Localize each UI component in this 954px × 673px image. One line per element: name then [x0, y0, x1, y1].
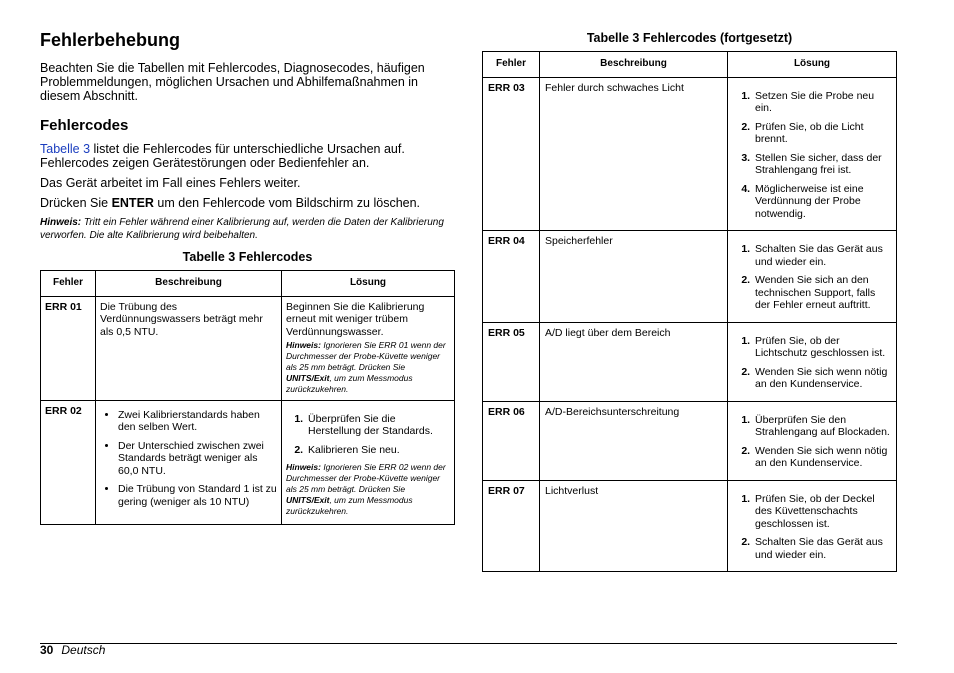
error-description: Die Trübung des Verdünnungswassers beträgt mehr als 0,5 NTU.	[96, 296, 282, 400]
list-item: 1. Schalten Sie das Gerät aus und wieder ein.	[753, 243, 891, 268]
header-fehler: Fehler	[41, 271, 96, 297]
list-item: 2. Kalibrieren Sie neu.	[306, 444, 450, 457]
continue-paragraph: Das Gerät arbeitet im Fall eines Fehlers weiter.	[40, 176, 301, 190]
error-code: ERR 05	[483, 322, 540, 401]
list-item: • Zwei Kalibrierstandards haben den selben Wert.	[118, 409, 277, 434]
error-code: ERR 02	[41, 400, 96, 524]
enter-paragraph: Drücken Sie ENTER um den Fehlercode vom Bildschirm zu löschen.	[40, 196, 421, 210]
list-item: 2. Prüfen Sie, ob die Licht brennt.	[753, 121, 891, 146]
table-note: Hinweis: Ignorieren Sie ERR 02 wenn der Durchmesser der Probe-Küvette weniger als 25 mm beträgt. Drücken Sie UNITS/Exit, um zum Messmodus zurückzukehren.	[286, 462, 446, 516]
header-loesung: Lösung	[282, 271, 455, 297]
table-row	[483, 322, 897, 401]
list-item: 4. Möglicherweise ist eine Verdünnung der Probe notwendig.	[753, 183, 891, 221]
list-item: 1. Überprüfen Sie den Strahlengang auf Blockaden.	[753, 414, 891, 439]
list-item: • Der Unterschied zwischen zwei Standards beträgt weniger als 60,0 NTU.	[118, 440, 277, 478]
list-item: 1. Setzen Sie die Probe neu ein.	[753, 90, 891, 115]
calibration-note: Hinweis: Tritt ein Fehler während einer Kalibrierung auf, werden die Daten der Kalibrierung verworfen. Die alte Kalibrierung wird beibehalten.	[40, 217, 444, 241]
list-item: 2. Schalten Sie das Gerät aus und wieder ein.	[753, 536, 891, 561]
header-loesung: Lösung	[728, 52, 897, 78]
table-caption: Tabelle 3 Fehlercodes	[182, 250, 313, 264]
error-code: ERR 01	[41, 296, 96, 400]
error-solution	[728, 480, 897, 572]
error-code-table-continued	[482, 51, 897, 572]
error-code: ERR 07	[483, 480, 540, 572]
list-item: 1. Überprüfen Sie die Herstellung der Standards.	[306, 413, 450, 438]
error-solution: Beginnen Sie die Kalibrierung erneut mit weniger trübem Verdünnungswasser. Hinweis: Ignorieren Sie ERR 01 wenn der Durchmesser der Probe-Küvette weniger als 25 mm beträgt. Drücken Sie UNITS/Exit, um zum Messmodus zurückzukehren.	[282, 296, 455, 400]
list-item: 2. Wenden Sie sich wenn nötig an den Kundenservice.	[753, 445, 891, 470]
enter-key-label: ENTER	[111, 196, 154, 210]
error-description: Fehler durch schwaches Licht	[540, 77, 728, 231]
list-item: • Die Trübung von Standard 1 ist zu gering (weniger als 10 NTU)	[118, 483, 277, 508]
list-item: 3. Stellen Sie sicher, dass der Strahlengang frei ist.	[753, 152, 891, 177]
list-item: 1. Prüfen Sie, ob der Lichtschutz geschlossen ist.	[753, 335, 891, 360]
error-code: ERR 06	[483, 401, 540, 480]
page-footer	[40, 643, 105, 657]
section-title: Fehlercodes	[40, 117, 129, 134]
table-caption-continued: Tabelle 3 Fehlercodes (fortgesetzt)	[586, 31, 793, 45]
header-beschreibung: Beschreibung	[540, 52, 728, 78]
error-description	[96, 400, 282, 524]
table-row	[41, 296, 455, 400]
error-description: Speicherfehler	[540, 231, 728, 323]
table-note: Hinweis: Ignorieren Sie ERR 01 wenn der Durchmesser der Probe-Küvette weniger als 25 mm beträgt. Drücken Sie UNITS/Exit, um zum Messmodus zurückzukehren.	[286, 340, 446, 394]
error-solution	[728, 401, 897, 480]
error-description: A/D liegt über dem Bereich	[540, 322, 728, 401]
table-row	[483, 77, 897, 231]
intro-paragraph: Beachten Sie die Tabellen mit Fehlercodes, Diagnosecodes, häufigen Problemmeldungen, möglichen Ursachen und Abhilfemaßnahmen in diesem Abschnitt.	[40, 61, 425, 103]
page-number: 30	[40, 643, 54, 657]
error-code-table	[40, 270, 455, 525]
header-beschreibung: Beschreibung	[96, 271, 282, 297]
error-code: ERR 04	[483, 231, 540, 323]
table-header-row	[483, 52, 897, 78]
footer-divider	[40, 643, 897, 644]
error-solution	[728, 77, 897, 231]
table-reference-paragraph: Tabelle 3 listet die Fehlercodes für unterschiedliche Ursachen auf. Fehlercodes zeigen Gerätestörungen oder Bedienfehler an.	[40, 142, 405, 170]
header-fehler: Fehler	[483, 52, 540, 78]
error-solution	[728, 322, 897, 401]
error-solution	[282, 400, 455, 524]
list-item: 2. Wenden Sie sich wenn nötig an den Kundenservice.	[753, 366, 891, 391]
list-item: 1. Prüfen Sie, ob der Deckel des Küvettenschachts geschlossen ist.	[753, 493, 891, 531]
error-code: ERR 03	[483, 77, 540, 231]
table-row	[483, 480, 897, 572]
table-row	[41, 400, 455, 524]
left-column	[40, 30, 455, 525]
table-3-link[interactable]: Tabelle 3	[40, 142, 91, 156]
table-header-row	[41, 271, 455, 297]
page-title: Fehlerbehebung	[40, 30, 181, 50]
list-item: 2. Wenden Sie sich an den technischen Support, falls der Fehler erneut auftritt.	[753, 274, 891, 312]
error-solution	[728, 231, 897, 323]
table-row	[483, 231, 897, 323]
table-row	[483, 401, 897, 480]
error-description: Lichtverlust	[540, 480, 728, 572]
right-column	[482, 31, 897, 572]
error-description: A/D-Bereichsunterschreitung	[540, 401, 728, 480]
footer-language: Deutsch	[61, 643, 106, 657]
